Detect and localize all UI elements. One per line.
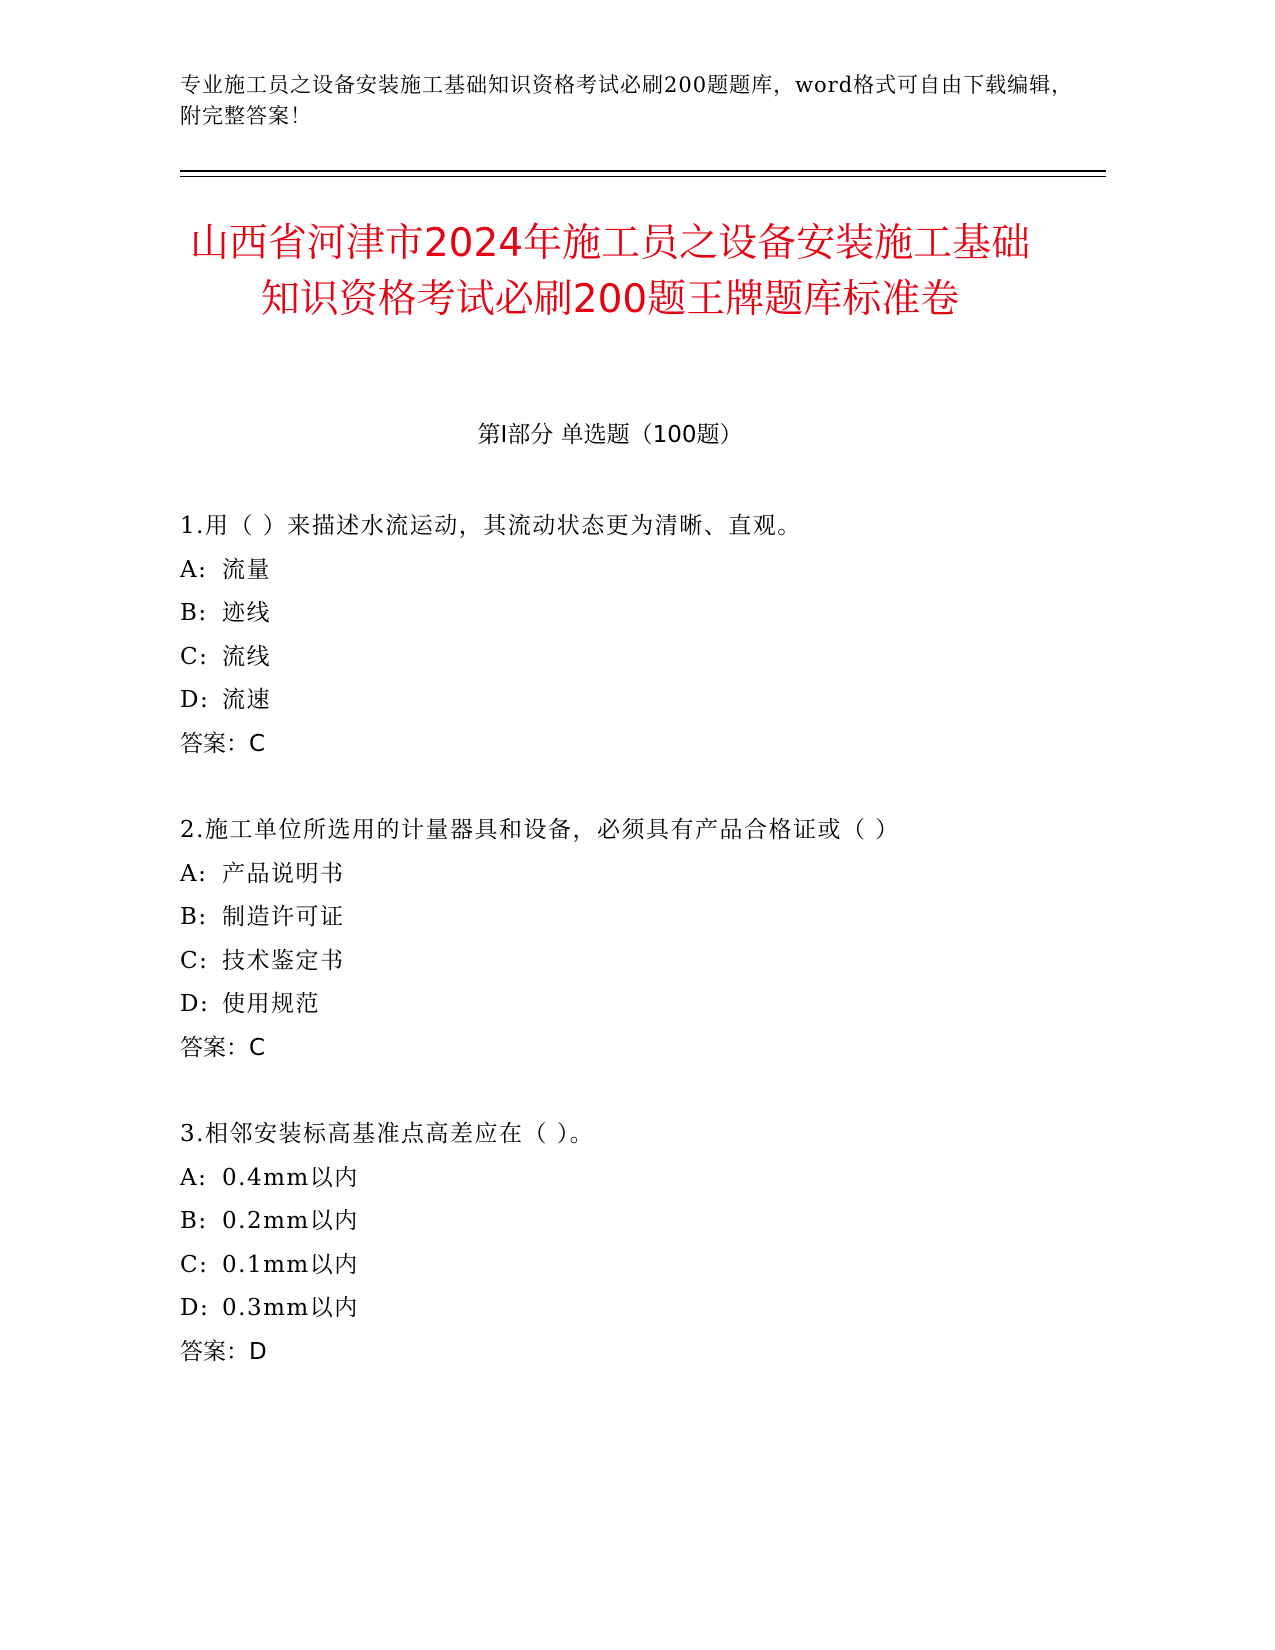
section-title: 第I部分 单选题（100题）	[477, 422, 743, 448]
option-d	[180, 1287, 1080, 1331]
option-text: 流速	[222, 687, 271, 713]
option-letter: C:	[180, 1251, 209, 1278]
option-letter: D:	[180, 991, 210, 1017]
option-b	[180, 592, 1080, 636]
option-d	[180, 983, 1080, 1027]
option-letter: D:	[180, 687, 210, 713]
question-text: 3.相邻安装标高基准点高差应在（ ）。	[180, 1121, 595, 1147]
option-text: 制造许可证	[222, 904, 345, 930]
option-b	[180, 1200, 1080, 1244]
option-text: 流线	[222, 643, 271, 670]
option-letter: C:	[180, 643, 209, 670]
option-letter: B:	[180, 1208, 208, 1234]
question-2	[180, 809, 1080, 1070]
option-a	[180, 549, 1080, 593]
intro-text: 专业施工员之设备安装施工基础知识资格考试必刷200题题库，word格式可自由下载编辑，附完整答案！	[180, 73, 1074, 128]
question-3	[180, 1113, 1080, 1374]
option-a	[180, 853, 1080, 897]
option-c	[180, 636, 1080, 680]
answer-text: 答案：C	[180, 1034, 266, 1061]
option-letter: A:	[180, 860, 208, 887]
option-text: 0.3mm以内	[222, 1295, 359, 1321]
option-letter: C:	[180, 947, 209, 974]
question-text: 2.施工单位所选用的计量器具和设备，必须具有产品合格证或（ ）	[180, 817, 900, 843]
option-a	[180, 1157, 1080, 1201]
document-title: 山西省河津市2024年施工员之设备安装施工基础知识资格考试必刷200题王牌题库标准卷	[189, 221, 1031, 322]
option-c	[180, 1244, 1080, 1288]
option-letter: A:	[180, 1164, 208, 1191]
option-text: 使用规范	[222, 991, 320, 1017]
option-text: 迹线	[222, 600, 271, 626]
question-1	[180, 505, 1080, 766]
option-letter: B:	[180, 904, 208, 930]
option-letter: B:	[180, 600, 208, 626]
header-rule-thick	[180, 170, 1106, 172]
option-text: 流量	[222, 556, 271, 583]
question-text: 1.用（ ）来描述水流运动，其流动状态更为清晰、直观。	[180, 513, 802, 539]
answer-text: 答案：C	[180, 730, 266, 757]
option-c	[180, 940, 1080, 984]
question-list	[180, 505, 1080, 1417]
option-d	[180, 679, 1080, 723]
answer-text: 答案：D	[180, 1338, 267, 1365]
option-text: 0.2mm以内	[222, 1208, 359, 1234]
option-text: 0.4mm以内	[222, 1164, 359, 1191]
option-text: 产品说明书	[222, 860, 345, 887]
header-rule-thin	[180, 176, 1106, 177]
option-letter: A:	[180, 556, 208, 583]
option-text: 技术鉴定书	[222, 947, 345, 974]
option-b	[180, 896, 1080, 940]
option-letter: D:	[180, 1295, 210, 1321]
option-text: 0.1mm以内	[222, 1251, 359, 1278]
